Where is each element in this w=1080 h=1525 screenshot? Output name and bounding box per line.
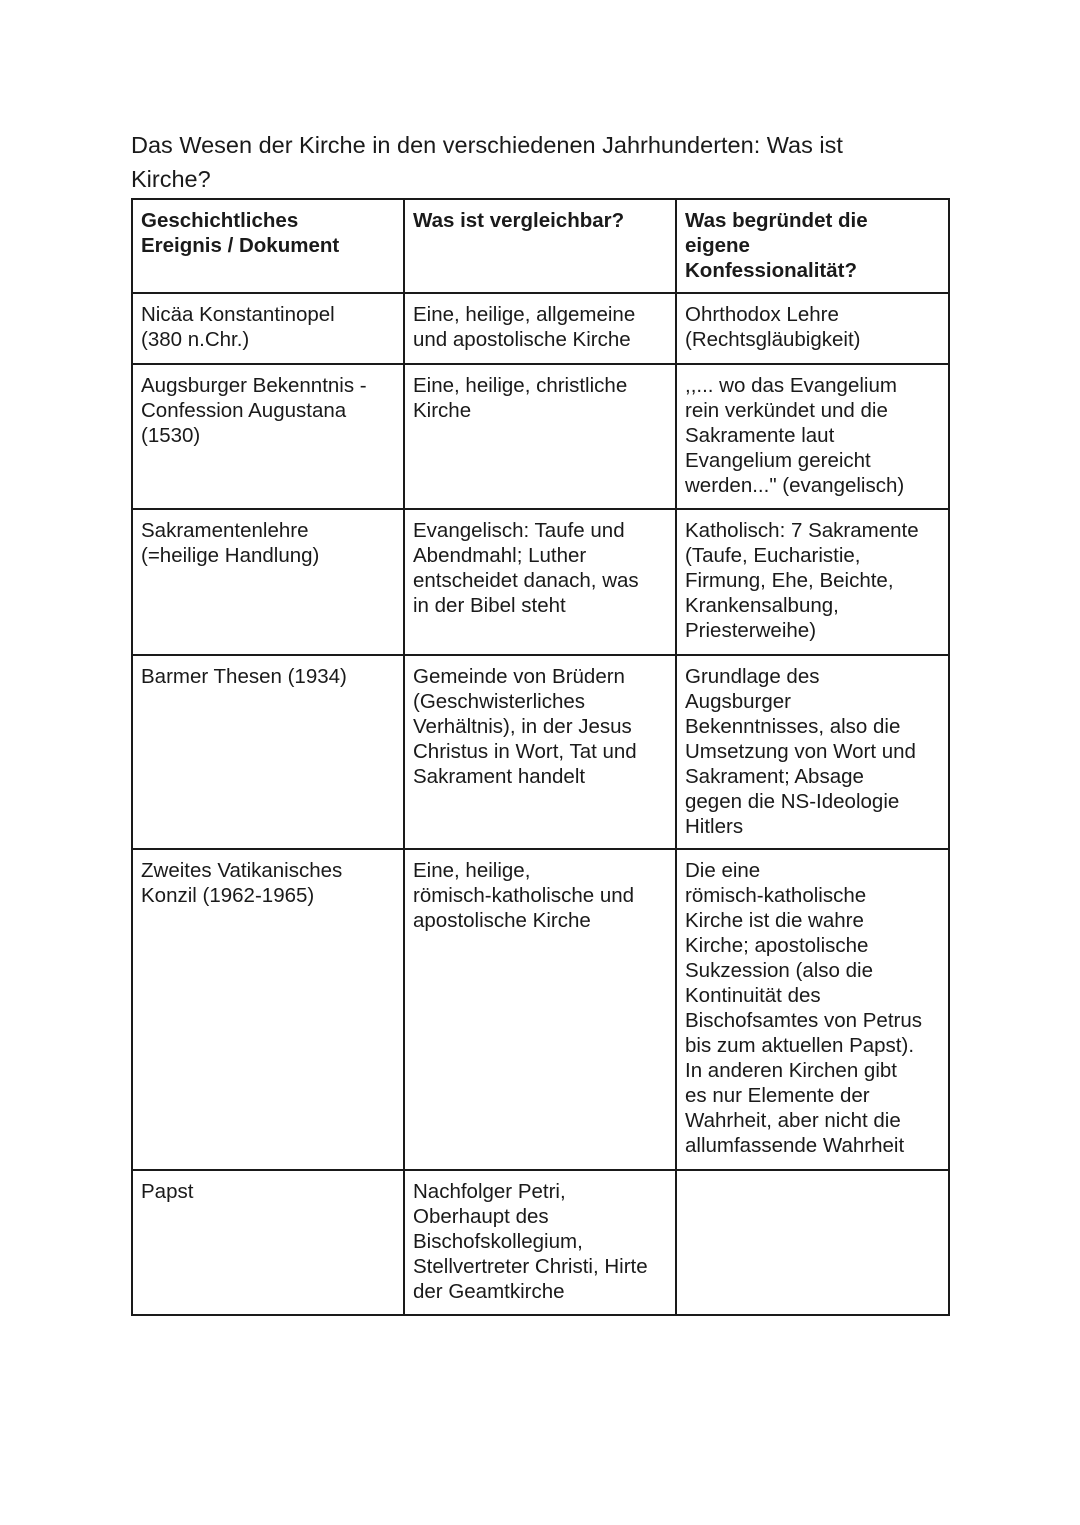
title-line: Kirche? [131,166,211,192]
cell-line: allumfassende Wahrheit [685,1134,905,1157]
cell-line: (Taufe, Eucharistie, [685,544,861,567]
cell-line: Papst [141,1180,194,1203]
cell-line: Was begründet die [685,209,868,232]
cell-line: Kirche ist die wahre [685,909,864,932]
header-cell [404,199,676,293]
cell-line: Sakrament; Absage [685,765,864,788]
table-row [132,293,949,364]
cell-line: Priesterweihe) [685,619,817,642]
cell-line: Ereignis / Dokument [141,234,340,257]
confessional-cell [676,849,949,1170]
comparison-table [131,198,950,1316]
comparable-cell [404,509,676,655]
header-cell [676,199,949,293]
cell-line: entscheidet danach, was [413,569,639,592]
cell-line: Confession Augustana [141,399,347,422]
table-row [132,364,949,509]
cell-line: Sukzession (also die [685,959,874,982]
cell-line: eigene [685,234,750,257]
cell-line: Geschichtliches [141,209,299,232]
cell-line: Was ist vergleichbar? [413,209,625,232]
comparable-cell [404,293,676,364]
cell-line: (Rechtsgläubigkeit) [685,328,861,351]
cell-line: Konfessionalität? [685,259,857,282]
cell-line: Sakramentenlehre [141,519,309,542]
confessional-cell [676,293,949,364]
cell-line: ,,... wo das Evangelium [685,374,897,397]
cell-line: Gemeinde von Brüdern [413,665,625,688]
cell-line: Barmer Thesen (1934) [141,665,347,688]
cell-line: Bischofsamtes von Petrus [685,1009,922,1032]
cell-line: Firmung, Ehe, Beichte, [685,569,894,592]
cell-line: Eine, heilige, allgemeine [413,303,636,326]
cell-line: Konzil (1962-1965) [141,884,315,907]
cell-line: Eine, heilige, christliche [413,374,628,397]
cell-line: Nachfolger Petri, [413,1180,566,1203]
comparable-cell [404,655,676,849]
cell-line: Evangelium gereicht [685,449,871,472]
event-cell [132,849,404,1170]
cell-line: Sakrament handelt [413,765,586,788]
cell-line: Katholisch: 7 Sakramente [685,519,919,542]
cell-line: Verhältnis), in der Jesus [413,715,632,738]
cell-line: rein verkündet und die [685,399,888,422]
cell-line: Nicäa Konstantinopel [141,303,335,326]
cell-line: Sakramente laut [685,424,835,447]
confessional-cell [676,1170,949,1315]
cell-line: in der Bibel steht [413,594,566,617]
confessional-cell [676,364,949,509]
cell-line: römisch-katholische und [413,884,635,907]
cell-line: Ohrthodox Lehre [685,303,839,326]
cell-line: Umsetzung von Wort und [685,740,916,763]
cell-line: Christus in Wort, Tat und [413,740,637,763]
cell-line: Kontinuität des [685,984,821,1007]
cell-line: es nur Elemente der [685,1084,870,1107]
event-cell [132,293,404,364]
cell-line: der Geamtkirche [413,1280,565,1303]
cell-line: Augsburger [685,690,791,713]
table-row [132,655,949,849]
cell-line: Krankensalbung, [685,594,839,617]
cell-line: In anderen Kirchen gibt [685,1059,897,1082]
cell-line: Oberhaupt des [413,1205,549,1228]
event-cell [132,364,404,509]
event-cell [132,509,404,655]
cell-line: Kirche [413,399,472,422]
cell-line: (380 n.Chr.) [141,328,250,351]
cell-line: (=heilige Handlung) [141,544,320,567]
cell-line: Stellvertreter Christi, Hirte [413,1255,648,1278]
event-cell [132,655,404,849]
cell-line: Kirche; apostolische [685,934,869,957]
cell-line: Grundlage des [685,665,820,688]
cell-line: römisch-katholische [685,884,867,907]
confessional-cell [676,655,949,849]
cell-line: Evangelisch: Taufe und [413,519,625,542]
cell-line: und apostolische Kirche [413,328,631,351]
cell-line: Augsburger Bekenntnis - [141,374,367,397]
cell-line: Zweites Vatikanisches [141,859,343,882]
cell-line: Wahrheit, aber nicht die [685,1109,901,1132]
title-line: Das Wesen der Kirche in den verschiedenen Jahrhunderten: Was ist [131,132,843,158]
comparable-cell [404,364,676,509]
cell-line: Bekenntnisses, also die [685,715,901,738]
cell-line: (Geschwisterliches [413,690,586,713]
table-row [132,1170,949,1315]
cell-line: Bischofskollegium, [413,1230,583,1253]
comparable-cell [404,1170,676,1315]
table-row [132,509,949,655]
cell-line: werden..." (evangelisch) [685,474,905,497]
cell-line: Abendmahl; Luther [413,544,587,567]
comparable-cell [404,849,676,1170]
header-cell [132,199,404,293]
cell-line: Eine, heilige, [413,859,531,882]
cell-line: Hitlers [685,815,744,838]
cell-line: gegen die NS-Ideologie [685,790,900,813]
cell-line: Die eine [685,859,761,882]
cell-line: (1530) [141,424,201,447]
cell-line: bis zum aktuellen Papst). [685,1034,915,1057]
table-row [132,849,949,1170]
page-title [131,128,931,196]
confessional-cell [676,509,949,655]
header-row [132,199,949,293]
event-cell [132,1170,404,1315]
cell-line: apostolische Kirche [413,909,591,932]
